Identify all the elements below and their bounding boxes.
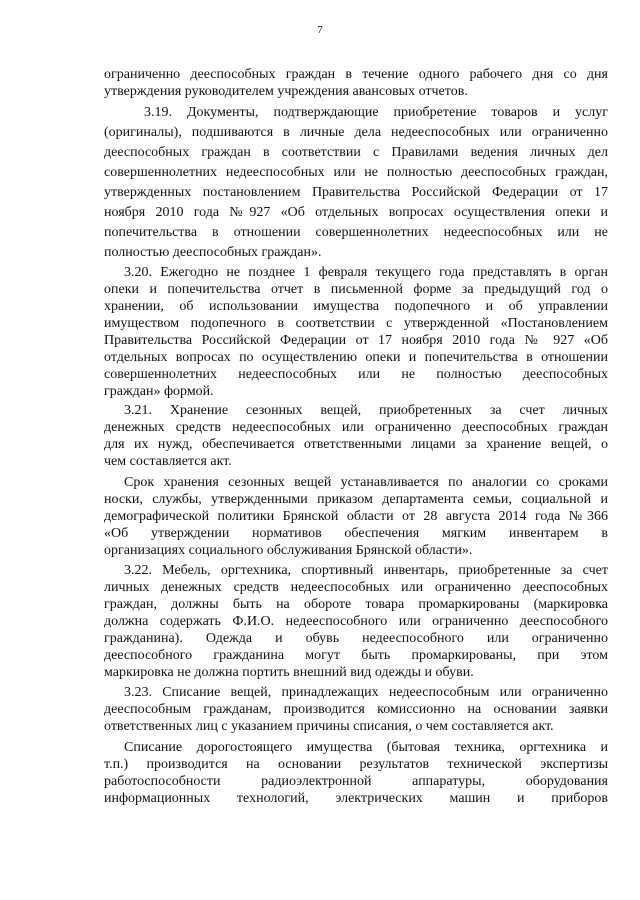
- text-line: ответственных лиц с указанием причины списания, о чем составляется акт.: [104, 719, 554, 734]
- text-line: утверждения руководителем учреждения авансовых отчетов.: [104, 84, 468, 99]
- text-line: имуществом подопечного в соответствии с утвержденной «Постановлением: [104, 316, 608, 331]
- text-line: Правительства Российской Федерации от 17 ноября 2010 года № 927 «Об: [104, 333, 608, 348]
- text-line: чем составляется акт.: [104, 454, 232, 469]
- text-line: отдельных вопросах по осуществлению опеки и попечительства в отношении: [104, 350, 608, 365]
- text-line: ограниченно дееспособных граждан в течение одного рабочего дня со дня: [104, 67, 608, 82]
- text-line: должна содержать Ф.И.О. недееспособного или ограниченно дееспособного: [104, 614, 608, 629]
- text-line: для их нужд, обеспечивается ответственными лицами за хранение вещей, о: [104, 437, 608, 452]
- text-line: опеки и попечительства отчет в письменной форме за предыдущий год о: [104, 282, 608, 297]
- paragraph-3-20-start: 3.20. Ежегодно не позднее 1 февраля текущего года представлять в орган: [124, 265, 608, 280]
- paragraph-3-23-start: 3.23. Списание вещей, принадлежащих недееспособным или ограниченно: [124, 685, 608, 700]
- text-line: граждан» формой.: [104, 384, 214, 399]
- text-line: попечительства в отношении совершеннолетних недееспособных или не: [104, 225, 608, 240]
- text-line: ноября 2010 года №927 «Об отдельных вопросах осуществления опеки и: [104, 205, 608, 220]
- text-line: (оригиналы), подшиваются в личные дела недееспособных или ограниченно: [104, 125, 608, 140]
- text-line: «Об утверждении нормативов обеспечения мягким инвентарем в: [104, 526, 608, 541]
- text-line: дееспособным гражданам, производится комиссионно на основании заявки: [104, 702, 608, 717]
- text-line: денежных средств недееспособных или ограниченно дееспособных граждан: [104, 420, 608, 435]
- text-line: демографической политики Брянской области от 28 августа 2014 года №366: [104, 509, 608, 524]
- text-line: т.п.) производится на основании результатов технической экспертизы: [104, 757, 608, 772]
- text-line: организациях социального обслуживания Брянской области».: [104, 543, 473, 558]
- paragraph-3-19-start: 3.19. Документы, подтверждающие приобретение товаров и услуг: [144, 105, 608, 120]
- paragraph-writeoff-start: Списание дорогостоящего имущества (бытовая техника, оргтехника и: [124, 740, 608, 755]
- text-line: совершеннолетних недееспособных или не полностью дееспособных граждан,: [104, 165, 608, 180]
- text-line: работоспособности радиоэлектронной аппаратуры, оборудования: [104, 774, 608, 789]
- text-line: совершеннолетних недееспособных или не полностью дееспособных: [104, 367, 608, 382]
- paragraph-3-21-start: 3.21. Хранение сезонных вещей, приобретенных за счет личных: [124, 403, 608, 418]
- text-line: информационных технологий, электрических машин и приборов: [104, 791, 608, 806]
- paragraph-3-22-start: 3.22. Мебель, оргтехника, спортивный инвентарь, приобретенные за счет: [124, 563, 608, 578]
- text-line: дееспособного гражданина могут быть промаркированы, при этом: [104, 648, 608, 663]
- text-line: утвержденных постановлением Правительства Российской Федерации от 17: [104, 185, 608, 200]
- text-line: носки, службы, утвержденными приказом департамента семьи, социальной и: [104, 492, 608, 507]
- text-line: хранении, об использовании имущества подопечного и об управлении: [104, 299, 608, 314]
- text-line: гражданина). Одежда и обувь недееспособного или ограниченно: [104, 631, 608, 646]
- text-line: граждан, должны быть на обороте товара промаркированы (маркировка: [104, 597, 608, 612]
- page-number: 7: [317, 24, 323, 36]
- text-line: маркировка не должна портить внешний вид одежды и обуви.: [104, 665, 474, 680]
- text-line: полностью дееспособных граждан».: [104, 245, 322, 260]
- text-line: дееспособных граждан в соответствии с Правилами ведения личных дел: [104, 145, 608, 160]
- paragraph-storage-start: Срок хранения сезонных вещей устанавливается по аналогии со сроками: [124, 475, 608, 490]
- text-line: личных денежных средств недееспособных или ограниченно дееспособных: [104, 580, 608, 595]
